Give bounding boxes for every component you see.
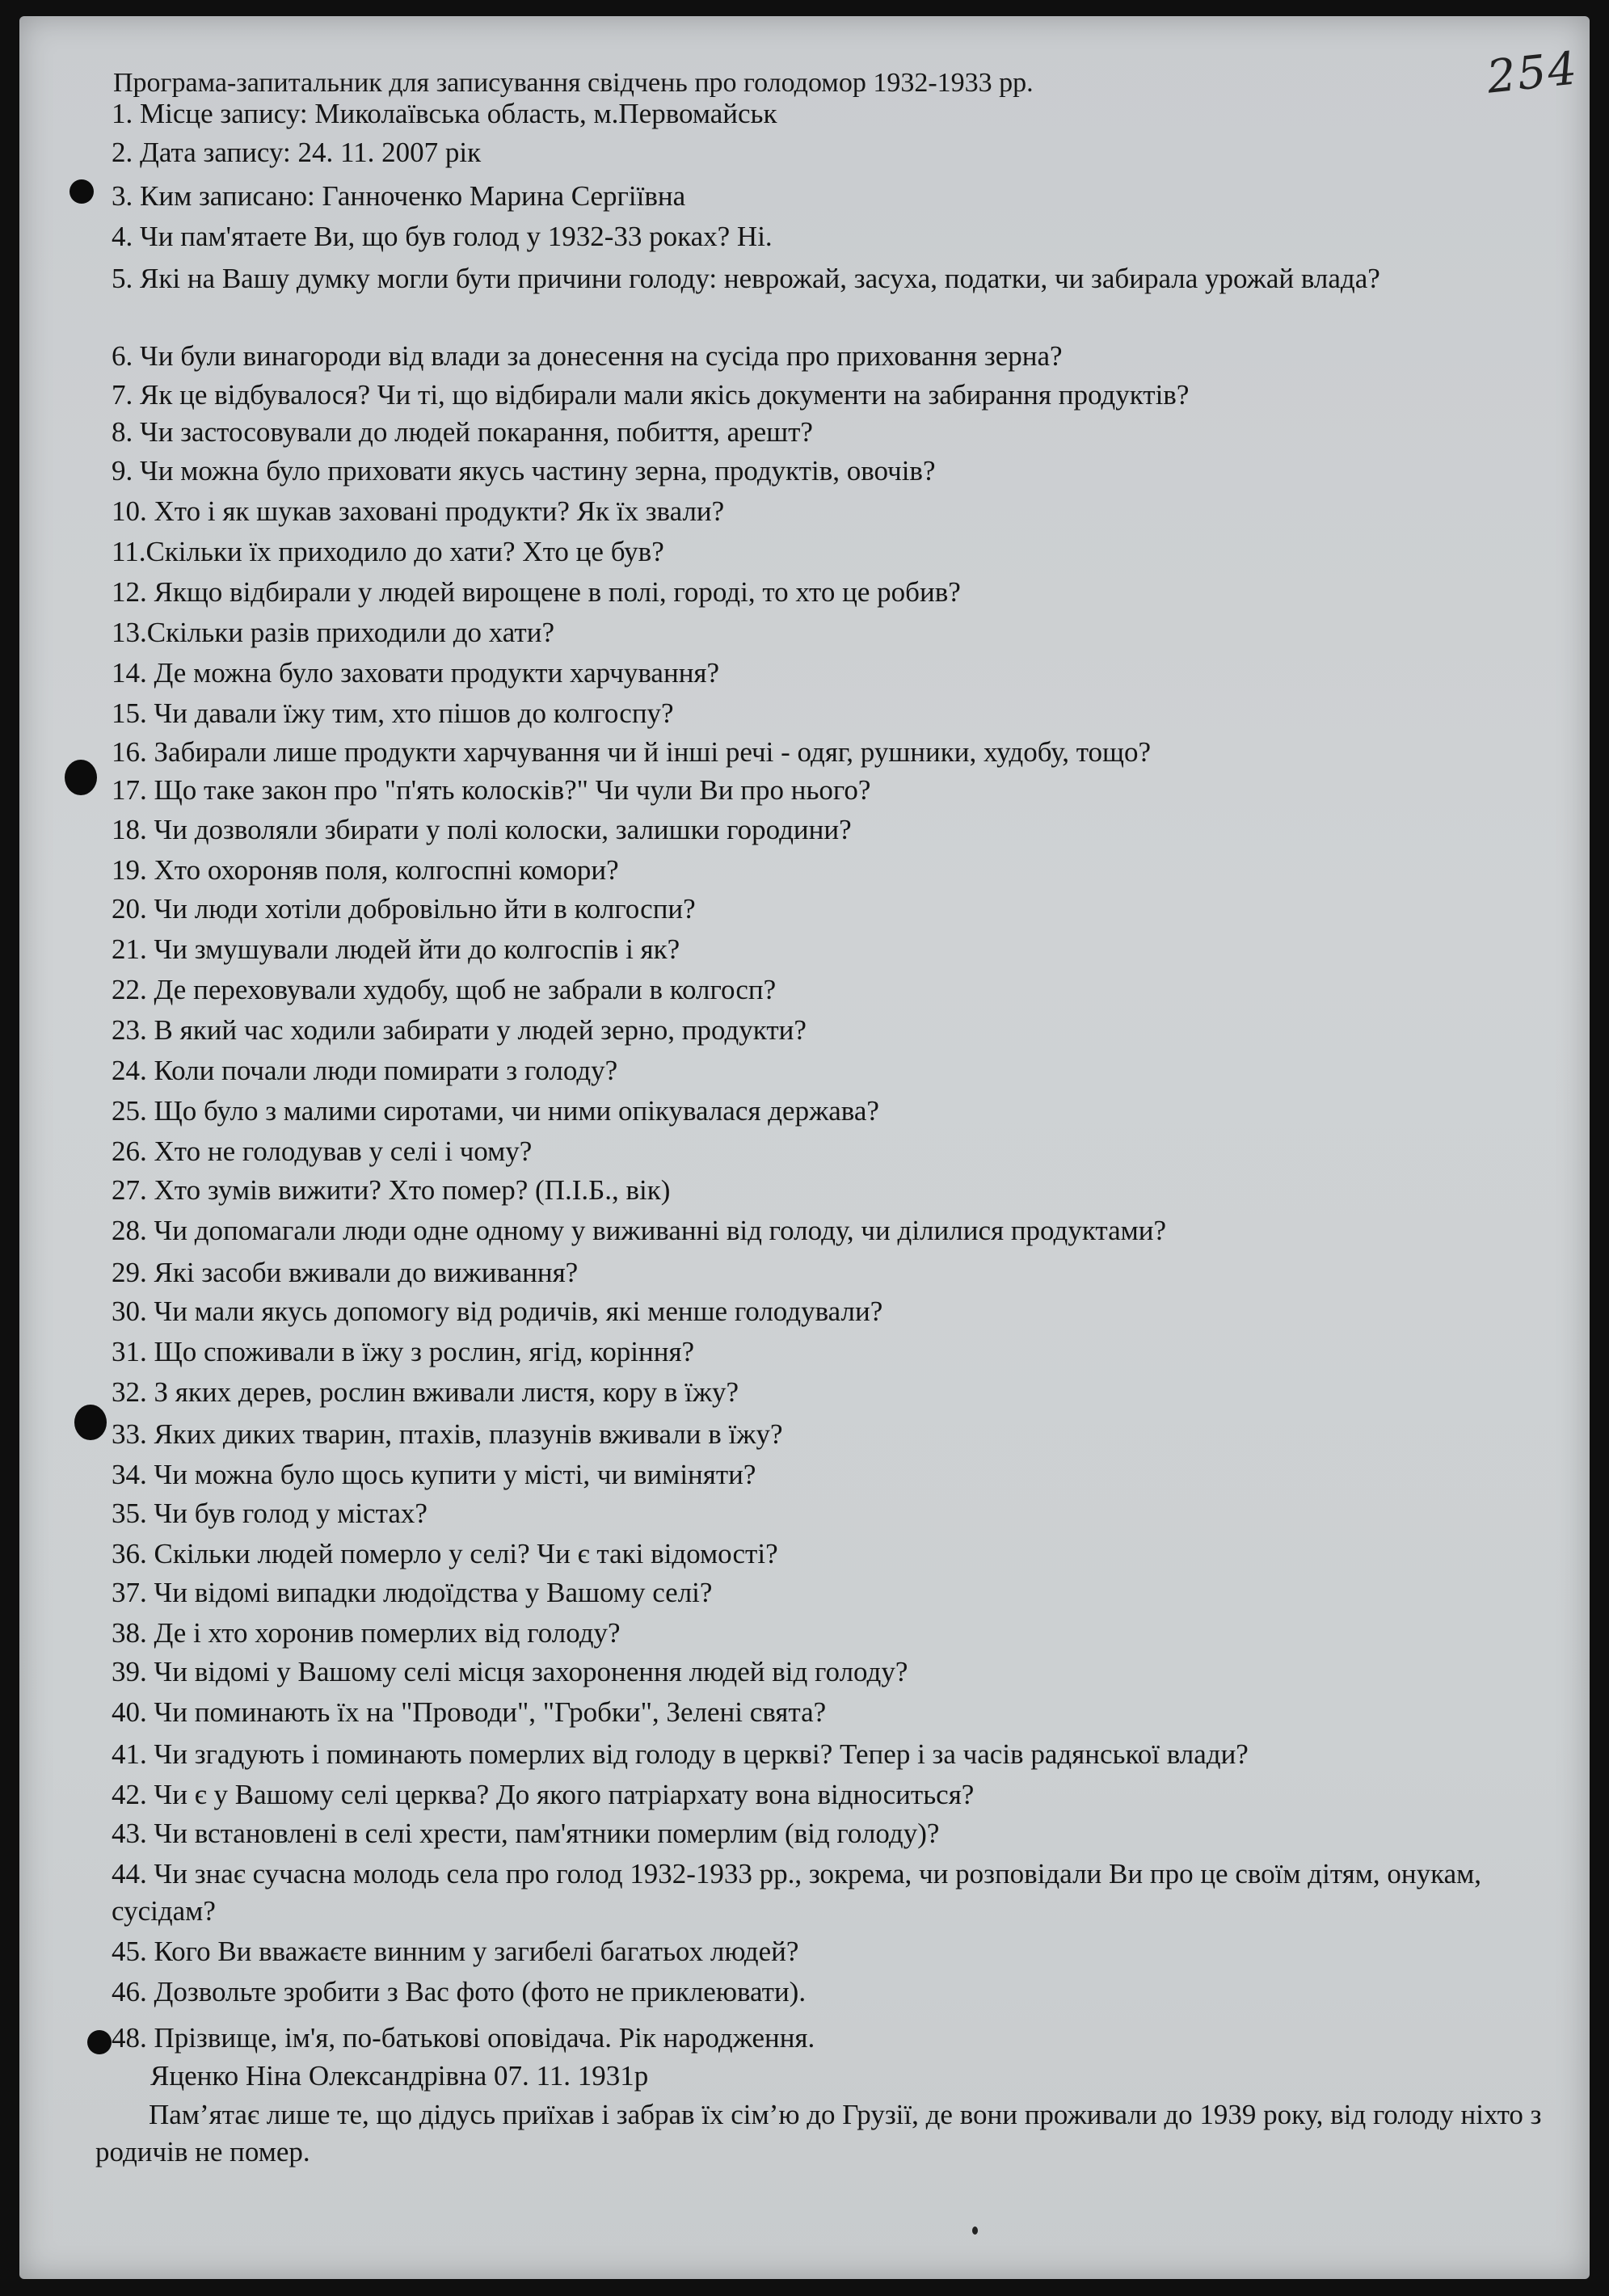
questionnaire-item: 14. Де можна було заховати продукти харчування? (112, 657, 720, 689)
questionnaire-item: 27. Хто зумів вижити? Хто помер? (П.І.Б., вік) (112, 1174, 671, 1206)
questionnaire-item: 41. Чи згадують і поминають померлих від голоду в церкві? Тепер і за часів радянської влади? (112, 1738, 1249, 1770)
questionnaire-item: 19. Хто охороняв поля, колгоспні комори? (112, 854, 619, 886)
questionnaire-item: 2. Дата запису: 24. 11. 2007 рік (112, 137, 482, 168)
questionnaire-item: 8. Чи застосовували до людей покарання, побиття, арешт? (112, 416, 813, 448)
questionnaire-item: 3. Ким записано: Ганноченко Марина Сергіївна (112, 180, 686, 212)
questionnaire-item: 15. Чи давали їжу тим, хто пішов до колгоспу? (112, 697, 674, 729)
ink-dot (972, 2226, 978, 2235)
questionnaire-item: 34. Чи можна було щось купити у місті, чи виміняти? (112, 1459, 756, 1490)
questionnaire-item: 44. Чи знає сучасна молодь села про голод 1932-1933 рр., зокрема, чи розповідали Ви про це своїм дітям, онукам, сусідам? (112, 1858, 1482, 1927)
questionnaire-item: 23. В який час ходили забирати у людей зерно, продукти? (112, 1014, 807, 1046)
narrator-name: Яценко Ніна Олександрівна 07. 11. 1931р (150, 2060, 649, 2092)
punch-hole (87, 2030, 112, 2054)
questionnaire-item: 45. Кого Ви вважаєте винним у загибелі багатьох людей? (112, 1936, 799, 1967)
questionnaire-item: 25. Що було з малими сиротами, чи ними опікувалася держава? (112, 1095, 879, 1127)
questionnaire-item: 7. Як це відбувалося? Чи ті, що відбирали мали якісь документи на забирання продуктів? (112, 379, 1190, 411)
questionnaire-item: 46. Дозвольте зробити з Вас фото (фото не приклеювати). (112, 1976, 807, 2007)
testimony-text: Пам’ятає лише те, що дідусь приїхав і забрав їх сім’ю до Грузії, де вони проживали до 1939 року, від голоду ніхто з родичів не помер. (95, 2099, 1542, 2168)
questionnaire-item: 24. Коли почали люди помирати з голоду? (112, 1055, 618, 1086)
questionnaire-item: 33. Яких диких тварин, птахів, плазунів вживали в їжу? (112, 1418, 783, 1450)
questionnaire-item: 5. Які на Вашу думку могли бути причини голоду: неврожай, засуха, податки, чи забирала урожай влада? (112, 263, 1380, 294)
questionnaire-item: 18. Чи дозволяли збирати у полі колоски, залишки городини? (112, 814, 852, 845)
questionnaire-item: 16. Забирали лише продукти харчування чи й інші речі - одяг, рушники, худобу, тощо? (112, 736, 1152, 768)
questionnaire-item: 21. Чи змушували людей йти до колгоспів і як? (112, 933, 680, 965)
questionnaire-item: 39. Чи відомі у Вашому селі місця захоронення людей від голоду? (112, 1656, 908, 1687)
questionnaire-item: 32. З яких дерев, рослин вживали листя, кору в їжу? (112, 1376, 739, 1408)
questionnaire-item: 11.Скільки їх приходило до хати? Хто це був? (112, 536, 664, 567)
questionnaire-item: 30. Чи мали якусь допомогу від родичів, які менше голодували? (112, 1295, 883, 1327)
questionnaire-item: 29. Які засоби вживали до виживання? (112, 1257, 579, 1288)
questionnaire-item: 4. Чи пам'ятаете Ви, що був голод у 1932-33 роках? Ні. (112, 221, 773, 252)
questionnaire-item: 40. Чи поминають їх на "Проводи", "Гробки", Зелені свята? (112, 1696, 827, 1728)
document-title: Програма-запитальник для записування свідчень про голодомор 1932-1933 рр. (113, 68, 1034, 98)
questionnaire-item: 17. Що таке закон про "п'ять колосків?" Чи чули Ви про нього? (112, 774, 871, 806)
questionnaire-item: 13.Скільки разів приходили до хати? (112, 617, 554, 648)
questionnaire-item: 10. Хто і як шукав заховані продукти? Як їх звали? (112, 495, 725, 527)
questionnaire-item: 31. Що споживали в їжу з рослин, ягід, коріння? (112, 1336, 695, 1367)
punch-hole (69, 179, 94, 204)
questionnaire-item: 22. Де переховували худобу, щоб не забрали в колгосп? (112, 974, 777, 1005)
questionnaire-item: 37. Чи відомі випадки людоїдства у Вашому селі? (112, 1577, 713, 1608)
questionnaire-item: 38. Де і хто хоронив померлих від голоду? (112, 1617, 621, 1649)
questionnaire-item: 6. Чи були винагороди від влади за донесення на сусіда про приховання зерна? (112, 340, 1063, 372)
questionnaire-item: 9. Чи можна було приховати якусь частину зерна, продуктів, овочів? (112, 455, 936, 487)
item-48: 48. Прізвище, ім'я, по-батькові оповідача. Рік народження. (112, 2022, 815, 2054)
questionnaire-item: 35. Чи був голод у містах? (112, 1498, 428, 1529)
questionnaire-item: 12. Якщо відбирали у людей вирощене в полі, городі, то хто це робив? (112, 576, 961, 608)
questionnaire-item: 28. Чи допомагали люди одне одному у виживанні від голоду, чи ділилися продуктами? (112, 1215, 1167, 1246)
questionnaire-item: 36. Скільки людей померло у селі? Чи є такі відомості? (112, 1538, 778, 1569)
questionnaire-item: 26. Хто не голодував у селі і чому? (112, 1135, 533, 1167)
questionnaire-item: 20. Чи люди хотіли добровільно йти в колгоспи? (112, 893, 696, 925)
questionnaire-item: 1. Місце запису: Миколаївська область, м.Первомайськ (112, 98, 777, 129)
page-number: 254 (1484, 42, 1581, 104)
punch-hole (65, 760, 97, 795)
questionnaire-item: 42. Чи є у Вашому селі церква? До якого патріархату вона відноситься? (112, 1779, 975, 1810)
questionnaire-item: 43. Чи встановлені в селі хрести, пам'ятники померлим (від голоду)? (112, 1818, 940, 1849)
punch-hole (74, 1405, 107, 1440)
